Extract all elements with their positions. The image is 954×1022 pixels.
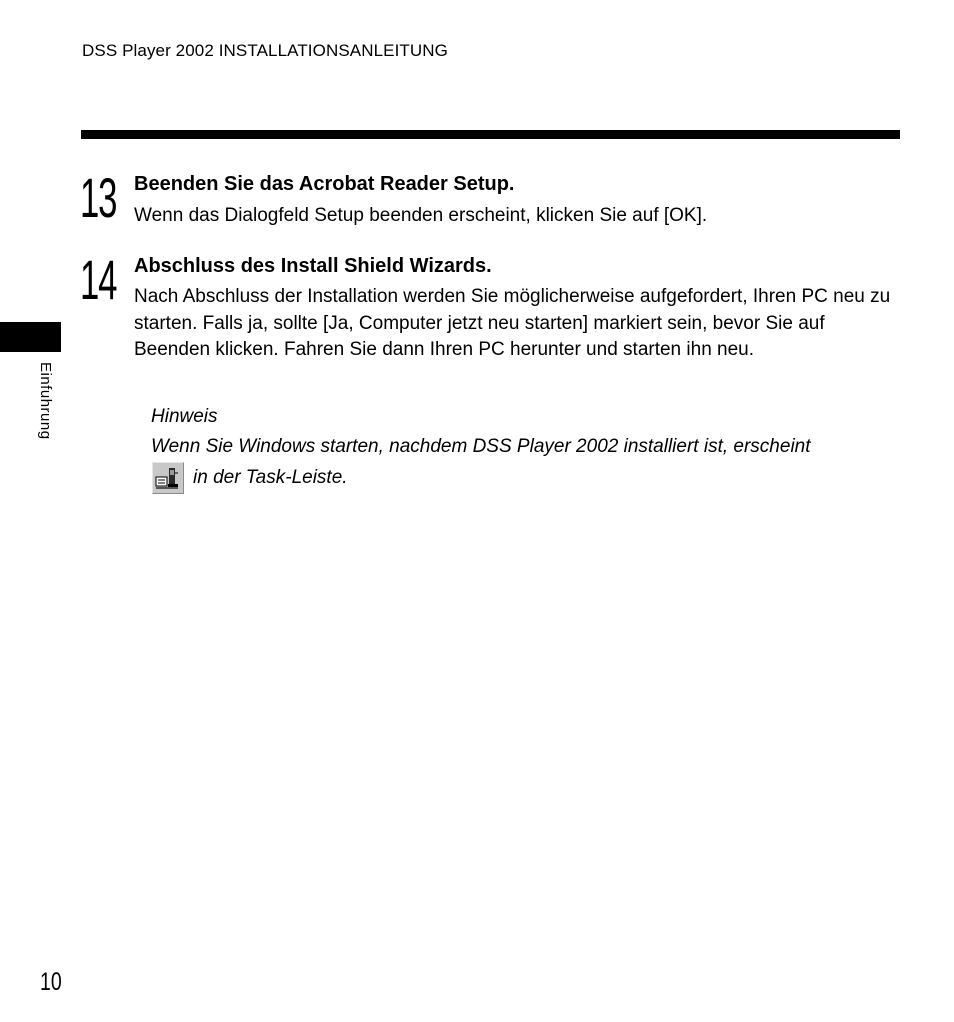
- section-tab-marker: [0, 322, 61, 352]
- section-divider: [81, 130, 900, 139]
- step-body: Nach Abschluss der Installation werden Sie möglicherweise aufgefordert, Ihren PC neu zu starten. Falls ja, sollte [Ja, Computer jetzt neu starten] markiert sein, bevor Sie auf Beenden klicken. Fahren Sie dann Ihren PC herunter und starten ihn neu.: [134, 286, 891, 360]
- running-header: DSS Player 2002 INSTALLATIONSANLEITUNG: [82, 41, 448, 60]
- note-text-line1: Wenn Sie Windows starten, nachdem DSS Player 2002 installiert ist, erscheint: [151, 436, 811, 457]
- step-title: Abschluss des Install Shield Wizards.: [134, 255, 492, 277]
- note-text-line2-row: [152, 462, 348, 494]
- step-number: 13: [80, 166, 117, 229]
- step-number: 14: [80, 248, 117, 311]
- step-body: Wenn das Dialogfeld Setup beenden erscheint, klicken Sie auf [OK].: [134, 205, 708, 226]
- step-title: Beenden Sie das Acrobat Reader Setup.: [134, 173, 515, 195]
- section-label: Einfuhrung: [37, 362, 54, 440]
- note-text-line2: in der Task-Leiste.: [193, 467, 348, 488]
- note-heading: Hinweis: [151, 406, 218, 427]
- page-number: 10: [40, 968, 62, 996]
- dss-player-tray-icon: [152, 462, 184, 494]
